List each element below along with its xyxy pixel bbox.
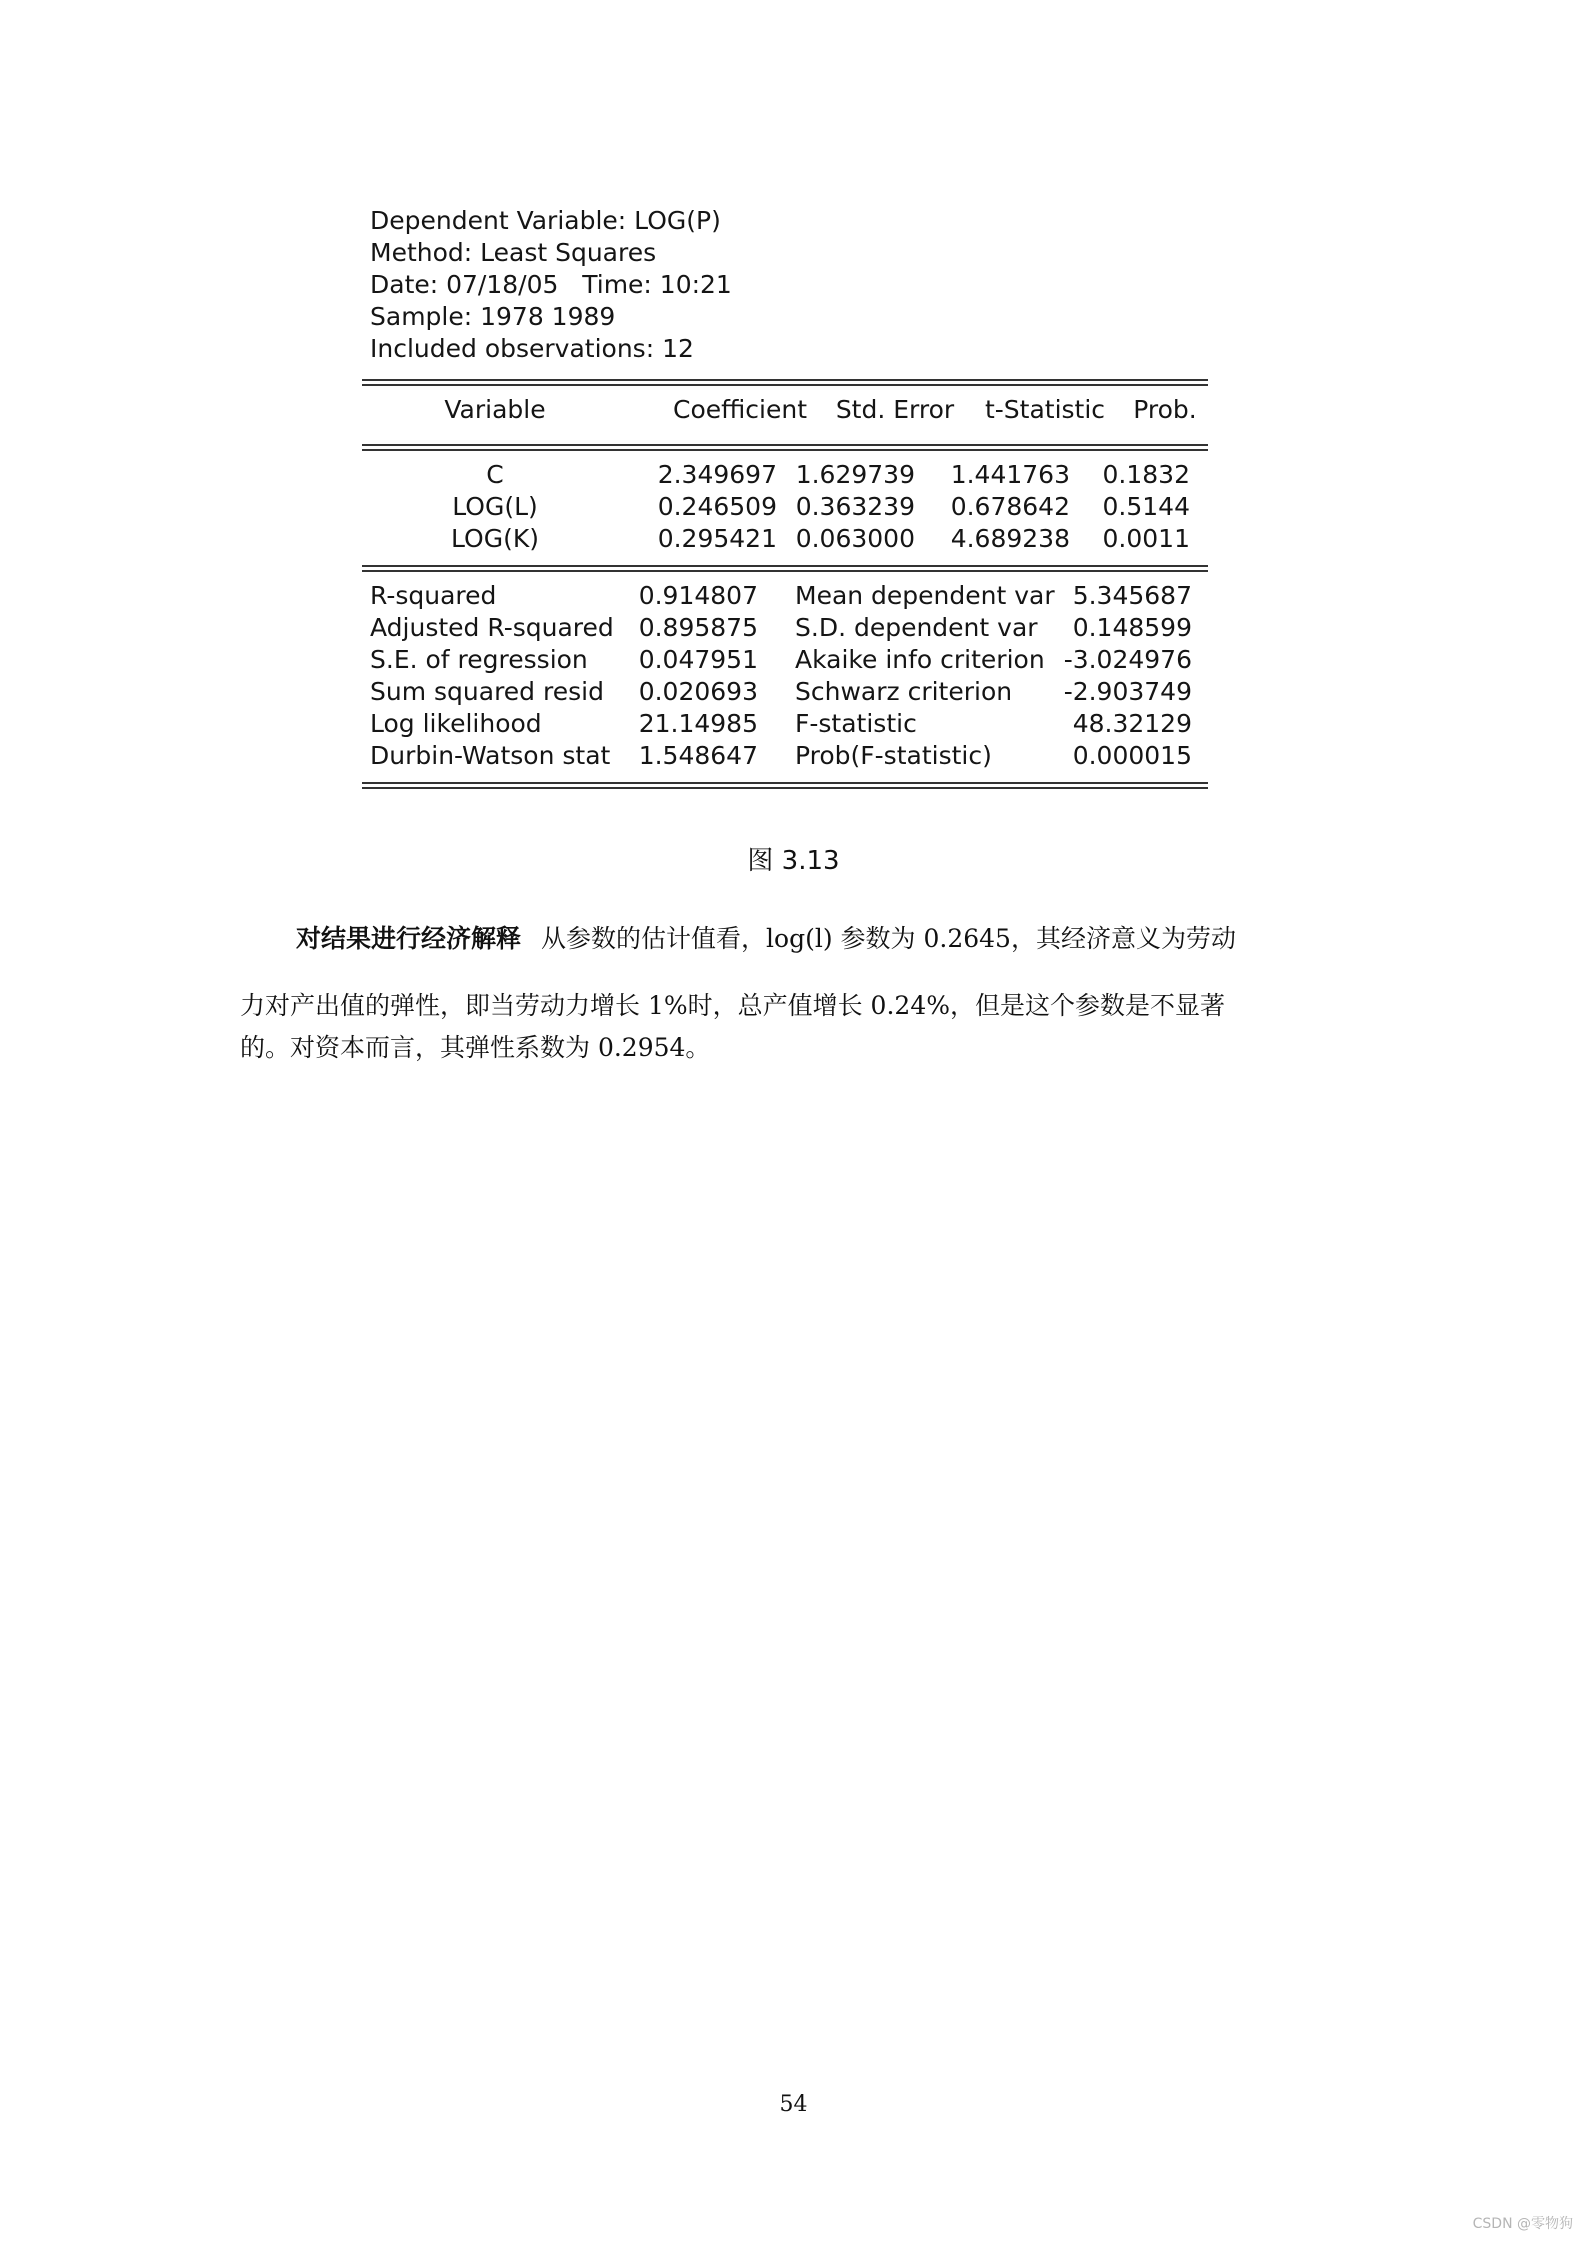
- col-prob: Prob.: [1133, 395, 1197, 424]
- sample: Sample: 1978 1989: [370, 302, 616, 331]
- table-row: [370, 491, 1200, 523]
- row-t-statistic: 1.441763: [950, 460, 1070, 489]
- stat-label-right: Schwarz criterion: [795, 677, 1013, 706]
- table-row: [370, 523, 1200, 555]
- coefficient-rows: [370, 459, 1200, 555]
- header-rule: [362, 444, 1208, 451]
- stat-label-right: Prob(F-statistic): [795, 741, 992, 770]
- row-t-statistic: 4.689238: [950, 524, 1070, 553]
- stats-row: [370, 644, 1200, 676]
- page-number: 54: [779, 2092, 808, 2117]
- date-time: Date: 07/18/05 Time: 10:21: [370, 270, 732, 299]
- interpretation-paragraph: [240, 918, 1340, 960]
- col-variable: Variable: [444, 395, 546, 424]
- stat-label: S.E. of regression: [370, 645, 588, 674]
- paragraph-lead: 对结果进行经济解释: [296, 924, 522, 953]
- row-t-statistic: 0.678642: [950, 492, 1070, 521]
- column-headers: [370, 394, 1200, 426]
- col-coefficient: Coefficient: [672, 395, 808, 424]
- stat-label-right: Akaike info criterion: [795, 645, 1045, 674]
- row-variable: C: [486, 460, 504, 489]
- stat-label: R-squared: [370, 581, 497, 610]
- interpretation-paragraph-cont: [240, 985, 1340, 1069]
- stat-label: Adjusted R-squared: [370, 613, 614, 642]
- stats-row: [370, 740, 1200, 772]
- row-prob: 0.1832: [1102, 460, 1190, 489]
- stat-label-right: Mean dependent var: [795, 581, 1055, 610]
- stat-label-right: S.D. dependent var: [795, 613, 1038, 642]
- method: Method: Least Squares: [370, 238, 657, 267]
- summary-stats: [370, 580, 1200, 772]
- stat-label: Sum squared resid: [370, 677, 604, 706]
- col-std-error: Std. Error: [835, 395, 955, 424]
- included-observations: Included observations: 12: [370, 334, 694, 363]
- table-row: [370, 459, 1200, 491]
- stat-value-right: -3.024976: [1063, 645, 1192, 674]
- col-t-statistic: t-Statistic: [984, 395, 1106, 424]
- stat-value-right: 48.32129: [1072, 709, 1192, 738]
- row-prob: 0.5144: [1102, 492, 1190, 521]
- paragraph-line-3: 的。对资本而言，其弹性系数为 0.2954。: [240, 1033, 711, 1062]
- row-std-error: 1.629739: [795, 460, 915, 489]
- stats-row: [370, 676, 1200, 708]
- stat-label: Durbin-Watson stat: [370, 741, 611, 770]
- stat-value-right: 0.148599: [1072, 613, 1192, 642]
- row-variable: LOG(L): [452, 492, 538, 521]
- table-bottom-rule: [362, 782, 1208, 789]
- body-rule: [362, 565, 1208, 572]
- stat-value: 0.895875: [638, 613, 758, 642]
- stat-value: 21.14985: [638, 709, 758, 738]
- row-coefficient: 0.246509: [657, 492, 777, 521]
- stat-value-right: 5.345687: [1072, 581, 1192, 610]
- paragraph-line-1: 从参数的估计值看，log(l) 参数为 0.2645，其经济意义为劳动: [541, 924, 1236, 953]
- stat-label-right: F-statistic: [795, 709, 917, 738]
- row-coefficient: 0.295421: [657, 524, 777, 553]
- stats-row: [370, 708, 1200, 740]
- row-prob: 0.0011: [1102, 524, 1190, 553]
- table-top-rule: [362, 379, 1208, 386]
- row-std-error: 0.363239: [795, 492, 915, 521]
- eviews-output: [370, 205, 1200, 789]
- row-variable: LOG(K): [451, 524, 539, 553]
- stats-row: [370, 612, 1200, 644]
- stats-row: [370, 580, 1200, 612]
- stat-value-right: 0.000015: [1072, 741, 1192, 770]
- figure-caption: 图 3.13: [747, 846, 840, 876]
- stat-label: Log likelihood: [370, 709, 542, 738]
- dependent-variable: Dependent Variable: LOG(P): [370, 206, 721, 235]
- row-coefficient: 2.349697: [657, 460, 777, 489]
- stat-value: 0.914807: [638, 581, 758, 610]
- stat-value: 0.020693: [638, 677, 758, 706]
- stat-value: 0.047951: [638, 645, 758, 674]
- row-std-error: 0.063000: [795, 524, 915, 553]
- stat-value: 1.548647: [638, 741, 758, 770]
- paragraph-line-2: 力对产出值的弹性，即当劳动力增长 1%时，总产值增长 0.24%，但是这个参数是不显著: [240, 991, 1225, 1020]
- watermark: CSDN @零物狗: [1472, 2216, 1573, 2232]
- stat-value-right: -2.903749: [1063, 677, 1192, 706]
